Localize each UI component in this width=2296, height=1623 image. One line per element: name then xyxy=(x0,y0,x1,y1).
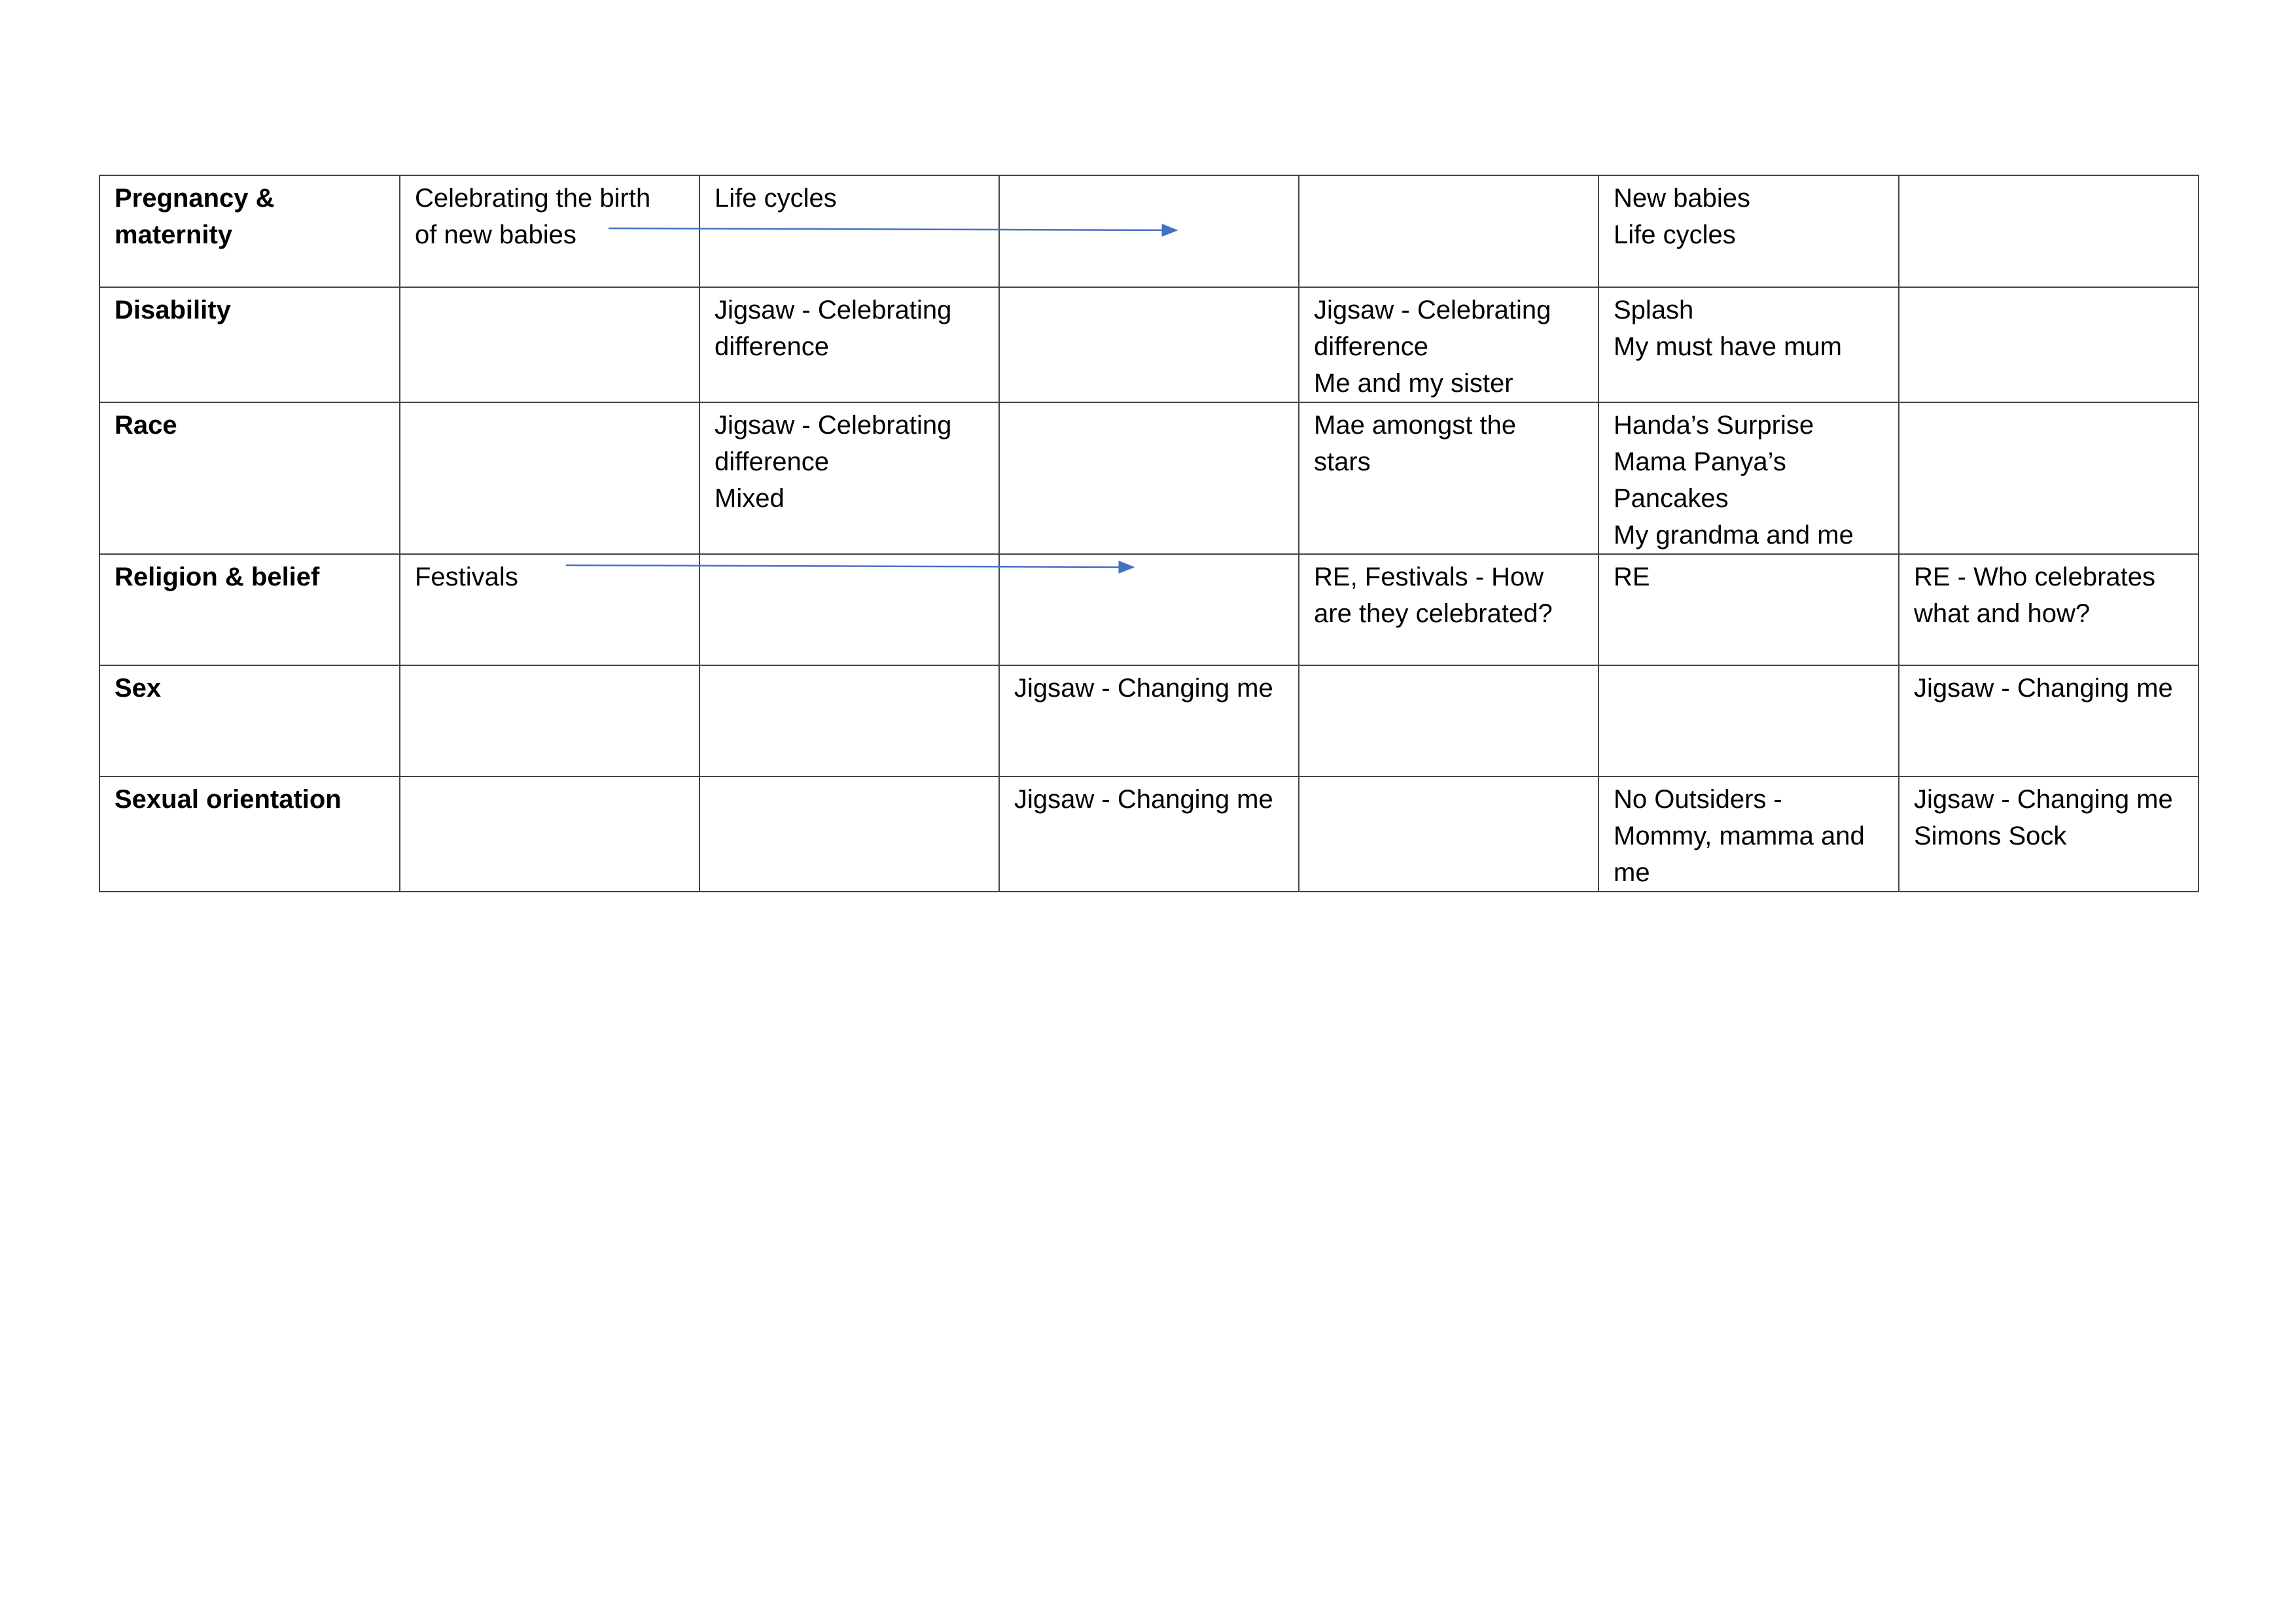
table-cell xyxy=(1899,554,2199,665)
table-cell xyxy=(1899,402,2199,554)
table-row xyxy=(99,554,2199,665)
table-cell xyxy=(1899,175,2199,287)
cell-text-line: RE - Who celebrates xyxy=(1914,563,2156,591)
cell-text-line: Jigsaw - Celebrating xyxy=(1314,296,1551,324)
row-label: Pregnancy & maternity xyxy=(115,184,275,249)
table-cell xyxy=(400,402,699,554)
cell-text-line: Handa’s Surprise xyxy=(1614,411,1814,440)
table-cell xyxy=(999,402,1299,554)
cell-text-line: New babies xyxy=(1614,184,1751,213)
cell-text-line: Jigsaw - Changing me xyxy=(1014,674,1273,703)
row-label-cell xyxy=(99,777,400,892)
cell-text-line: Jigsaw - Changing me xyxy=(1014,785,1273,814)
table-cell xyxy=(1299,665,1598,777)
row-label: Sexual orientation xyxy=(115,785,342,814)
cell-text-line: Jigsaw - Changing me xyxy=(1914,674,2173,703)
cell-text-line: RE, Festivals - How xyxy=(1314,563,1544,591)
row-label: Sex xyxy=(115,674,162,703)
cell-text-line: Jigsaw - Celebrating xyxy=(715,411,952,440)
table-cell xyxy=(699,554,999,665)
table-cell xyxy=(1598,287,1899,402)
cell-text-line: stars xyxy=(1314,447,1371,476)
cell-text-line: difference xyxy=(715,332,829,361)
row-label-cell xyxy=(99,175,400,287)
table-cell xyxy=(400,665,699,777)
row-label-cell xyxy=(99,665,400,777)
cell-text-line: what and how? xyxy=(1914,599,2091,628)
table-cell xyxy=(999,554,1299,665)
cell-text-line: difference xyxy=(1314,332,1428,361)
table-row xyxy=(99,777,2199,892)
table-cell xyxy=(699,665,999,777)
table-cell xyxy=(1598,777,1899,892)
table-cell xyxy=(1598,402,1899,554)
table-cell xyxy=(1299,777,1598,892)
cell-text-line: difference xyxy=(715,447,829,476)
cell-text-line: Pancakes xyxy=(1614,484,1729,513)
cell-text-line: No Outsiders - xyxy=(1614,785,1782,814)
table-row xyxy=(99,175,2199,287)
cell-text-line: Festivals xyxy=(415,563,518,591)
cell-text-line: of new babies xyxy=(415,220,576,249)
cell-text-line: My grandma and me xyxy=(1614,521,1854,550)
table-cell xyxy=(999,287,1299,402)
row-label: Race xyxy=(115,411,177,440)
cell-text-line: me xyxy=(1614,858,1650,887)
cell-text-line: Jigsaw - Changing me xyxy=(1914,785,2173,814)
table-cell xyxy=(699,402,999,554)
table-row xyxy=(99,665,2199,777)
row-label-cell xyxy=(99,402,400,554)
table-row xyxy=(99,402,2199,554)
table-cell xyxy=(999,665,1299,777)
table-cell xyxy=(1899,777,2199,892)
cell-text-line: My must have mum xyxy=(1614,332,1842,361)
cell-text-line: Mommy, mamma and xyxy=(1614,822,1865,850)
cell-text-line: Life cycles xyxy=(715,184,837,213)
table-row xyxy=(99,287,2199,402)
table-cell xyxy=(400,777,699,892)
table-cell xyxy=(1299,287,1598,402)
cell-text-line: Simons Sock xyxy=(1914,822,2067,850)
row-label-cell xyxy=(99,554,400,665)
equality-curriculum-table xyxy=(99,175,2199,892)
table-cell xyxy=(699,287,999,402)
table-cell xyxy=(400,175,699,287)
table-cell xyxy=(400,554,699,665)
table-cell xyxy=(1598,665,1899,777)
table-cell xyxy=(999,175,1299,287)
row-label: Disability xyxy=(115,296,231,324)
table-cell xyxy=(699,175,999,287)
table-cell xyxy=(1299,402,1598,554)
cell-text-line: Mixed xyxy=(715,484,785,513)
cell-text-line: Mae amongst the xyxy=(1314,411,1517,440)
cell-text-line: Me and my sister xyxy=(1314,369,1513,398)
table-cell xyxy=(1899,287,2199,402)
table-cell xyxy=(1899,665,2199,777)
table-cell xyxy=(1299,554,1598,665)
table-cell xyxy=(1299,175,1598,287)
table-cell xyxy=(400,287,699,402)
cell-text-line: Life cycles xyxy=(1614,220,1736,249)
row-label: Religion & belief xyxy=(115,563,320,591)
table-cell xyxy=(999,777,1299,892)
table-cell xyxy=(1598,554,1899,665)
row-label-cell xyxy=(99,287,400,402)
cell-text-line: are they celebrated? xyxy=(1314,599,1553,628)
cell-text-line: Celebrating the birth xyxy=(415,184,651,213)
cell-text-line: Mama Panya’s xyxy=(1614,447,1786,476)
cell-text-line: Jigsaw - Celebrating xyxy=(715,296,952,324)
cell-text-line: Splash xyxy=(1614,296,1694,324)
cell-text-line: RE xyxy=(1614,563,1650,591)
table-cell xyxy=(1598,175,1899,287)
table-cell xyxy=(699,777,999,892)
